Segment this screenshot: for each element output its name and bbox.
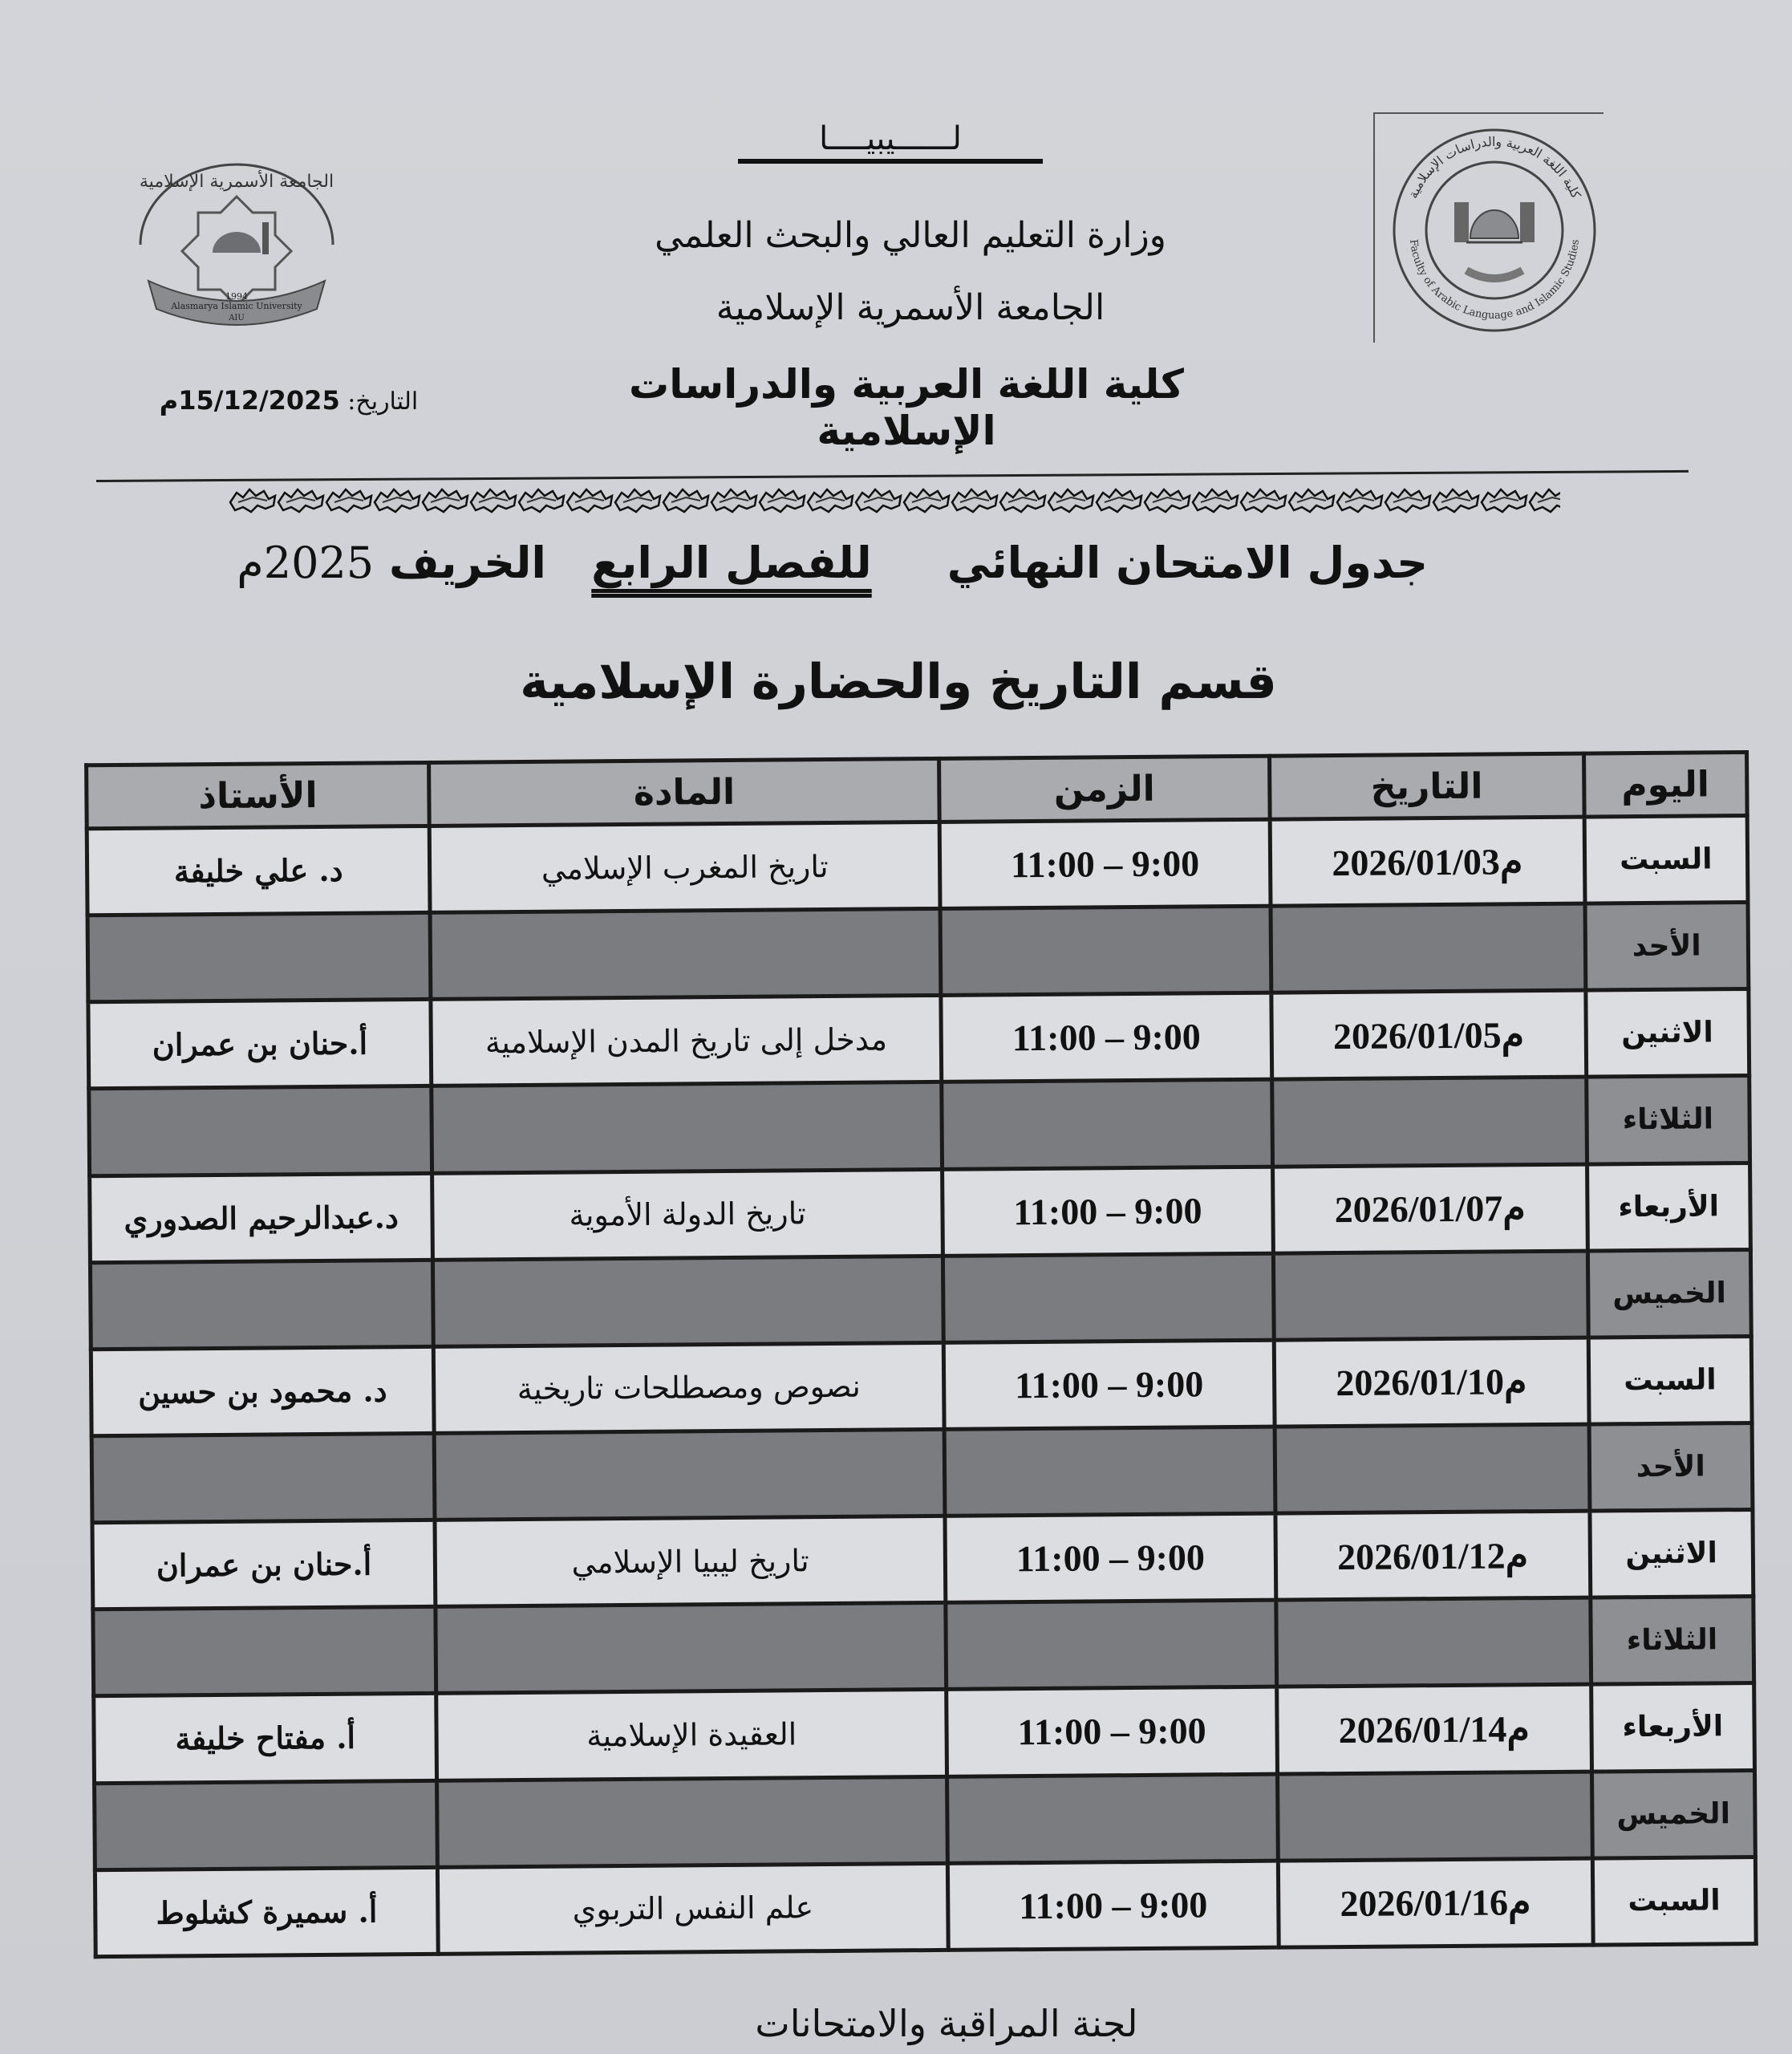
- cell-date: 2026/01/16م: [1278, 1858, 1592, 1947]
- cell-date: 2026/01/05م: [1271, 990, 1586, 1079]
- cell-teacher: د. علي خليفة: [87, 826, 430, 915]
- cell-date: 2026/01/03م: [1270, 817, 1584, 906]
- cell-time: 11:00 – 9:00: [945, 1513, 1276, 1602]
- cell-subject: العقيدة الإسلامية: [436, 1690, 947, 1780]
- no-exam-row: [87, 903, 1749, 1002]
- date-label: التاريخ:: [347, 388, 419, 416]
- cell-time: [944, 1427, 1275, 1516]
- cell-day: السبت: [1588, 1336, 1752, 1424]
- cell-day: الثلاثاء: [1590, 1597, 1753, 1685]
- cell-teacher: د.عبدالرحيم الصدوري: [90, 1173, 433, 1262]
- cell-day: الثلاثاء: [1586, 1076, 1749, 1164]
- cell-subject: [434, 1429, 945, 1520]
- cell-time: [940, 906, 1271, 995]
- cell-time: 11:00 – 9:00: [939, 819, 1271, 908]
- ornamental-border: [229, 485, 1560, 515]
- cell-subject: علم النفس التربوي: [438, 1863, 949, 1954]
- cell-time: 11:00 – 9:00: [943, 1167, 1274, 1256]
- svg-text:AIU: AIU: [229, 314, 245, 323]
- issue-date: [152, 385, 425, 416]
- cell-day: الخميس: [1587, 1249, 1751, 1338]
- cell-subject: [437, 1776, 948, 1867]
- exam-row: [90, 1163, 1751, 1262]
- exam-row: [94, 1683, 1755, 1783]
- cell-time: 11:00 – 9:00: [947, 1687, 1278, 1776]
- header-day: اليوم: [1583, 753, 1747, 818]
- cell-day: الأربعاء: [1587, 1163, 1750, 1251]
- title-season: الخريف: [388, 538, 546, 588]
- cell-date: 2026/01/07م: [1273, 1164, 1587, 1253]
- header-date: التاريخ: [1269, 753, 1583, 819]
- no-exam-row: [93, 1597, 1754, 1696]
- exam-row: [88, 989, 1749, 1089]
- cell-day: الأحد: [1589, 1423, 1753, 1511]
- country-name: لــــــيبيــــا: [819, 120, 962, 157]
- cell-teacher: [87, 913, 431, 1002]
- no-exam-row: [95, 1770, 1756, 1869]
- cell-teacher: أ. مفتاح خليفة: [94, 1694, 437, 1783]
- cell-day: السبت: [1592, 1857, 1756, 1945]
- header-time: الزمن: [939, 756, 1271, 822]
- country-heading: [722, 120, 1059, 164]
- cell-date: [1275, 1424, 1589, 1513]
- cell-time: 11:00 – 9:00: [941, 992, 1272, 1082]
- university-name: الجامعة الأسمرية الإسلامية: [716, 287, 1105, 328]
- exam-row: [91, 1336, 1752, 1435]
- cell-teacher: أ. سميرة كشلوط: [95, 1867, 438, 1957]
- cell-day: الأحد: [1585, 903, 1749, 991]
- cell-teacher: أ.حنان بن عمران: [88, 1000, 432, 1089]
- cell-subject: [433, 1256, 944, 1346]
- svg-text:كلية اللغة العربية والدراسات ا: كلية اللغة العربية والدراسات الإسلامية: [1405, 133, 1584, 201]
- cell-subject: تاريخ الدولة الأموية: [432, 1169, 943, 1260]
- cell-date: [1276, 1597, 1591, 1687]
- ministry-name: وزارة التعليم العالي والبحث العلمي: [655, 215, 1166, 256]
- exam-row: [95, 1857, 1756, 1957]
- cell-teacher: [93, 1607, 436, 1696]
- university-logo: [124, 148, 349, 333]
- exam-row: [87, 816, 1748, 915]
- cell-subject: [432, 1082, 943, 1173]
- cell-subject: مدخل إلى تاريخ المدن الإسلامية: [431, 996, 942, 1086]
- title-semester: للفصل الرابع: [591, 538, 872, 588]
- cell-subject: [430, 909, 941, 1000]
- cell-subject: تاريخ المغرب الإسلامي: [429, 822, 940, 912]
- cell-date: 2026/01/12م: [1275, 1511, 1590, 1600]
- cell-day: الاثنين: [1590, 1510, 1753, 1598]
- cell-time: [942, 1080, 1273, 1169]
- cell-time: [947, 1774, 1279, 1863]
- cell-day: الأربعاء: [1591, 1683, 1754, 1772]
- cell-teacher: [91, 1433, 435, 1522]
- cell-time: [946, 1600, 1277, 1689]
- no-exam-row: [90, 1249, 1751, 1349]
- svg-text:Faculty of Arabic Language and: Faculty of Arabic Language and Islamic Studies: [1407, 238, 1582, 323]
- svg-text:الجامعة الأسمرية الإسلامية: الجامعة الأسمرية الإسلامية: [139, 172, 334, 192]
- committee-signature: لجنة المراقبة والامتحانات: [755, 2002, 1138, 2045]
- cell-teacher: [89, 1086, 432, 1175]
- header-teacher: الأستاذ: [87, 762, 430, 828]
- cell-date: 2026/01/10م: [1274, 1338, 1588, 1427]
- cell-subject: نصوص ومصطلحات تاريخية: [434, 1342, 945, 1433]
- title-main: جدول الامتحان النهائي: [947, 538, 1428, 588]
- header-divider: [96, 470, 1689, 482]
- cell-subject: [436, 1603, 947, 1694]
- cell-teacher: د. محمود بن حسين: [91, 1346, 434, 1435]
- department-name: قسم التاريخ والحضارة الإسلامية: [520, 654, 1277, 710]
- cell-teacher: أ.حنان بن عمران: [92, 1520, 436, 1610]
- no-exam-row: [89, 1076, 1750, 1175]
- exam-schedule-table: [84, 750, 1758, 1959]
- cell-teacher: [90, 1260, 433, 1349]
- cell-date: [1273, 1251, 1587, 1340]
- country-underline: [738, 159, 1043, 164]
- svg-text:1994: 1994: [225, 291, 248, 302]
- exam-schedule-title: [237, 538, 1428, 588]
- date-value: 15/12/2025م: [159, 385, 340, 416]
- cell-teacher: [95, 1780, 438, 1869]
- cell-day: الخميس: [1591, 1770, 1755, 1858]
- cell-date: [1271, 903, 1585, 992]
- no-exam-row: [91, 1423, 1753, 1522]
- cell-time: 11:00 – 9:00: [947, 1861, 1279, 1950]
- cell-day: السبت: [1584, 816, 1748, 904]
- cell-date: 2026/01/14م: [1277, 1684, 1591, 1773]
- cell-subject: تاريخ ليبيا الإسلامي: [435, 1516, 946, 1607]
- cell-time: [943, 1253, 1274, 1342]
- header-subject: المادة: [429, 758, 939, 826]
- faculty-logo: [1386, 122, 1603, 339]
- cell-date: [1272, 1078, 1587, 1167]
- cell-time: 11:00 – 9:00: [943, 1340, 1275, 1429]
- faculty-name: كلية اللغة العربية والدراسات الإسلامية: [628, 361, 1185, 454]
- svg-text:Alasmarya Islamic University: Alasmarya Islamic University: [171, 301, 302, 311]
- cell-date: [1277, 1772, 1591, 1861]
- exam-row: [92, 1510, 1753, 1610]
- title-year: 2025م: [237, 538, 375, 588]
- cell-day: الاثنين: [1585, 989, 1749, 1078]
